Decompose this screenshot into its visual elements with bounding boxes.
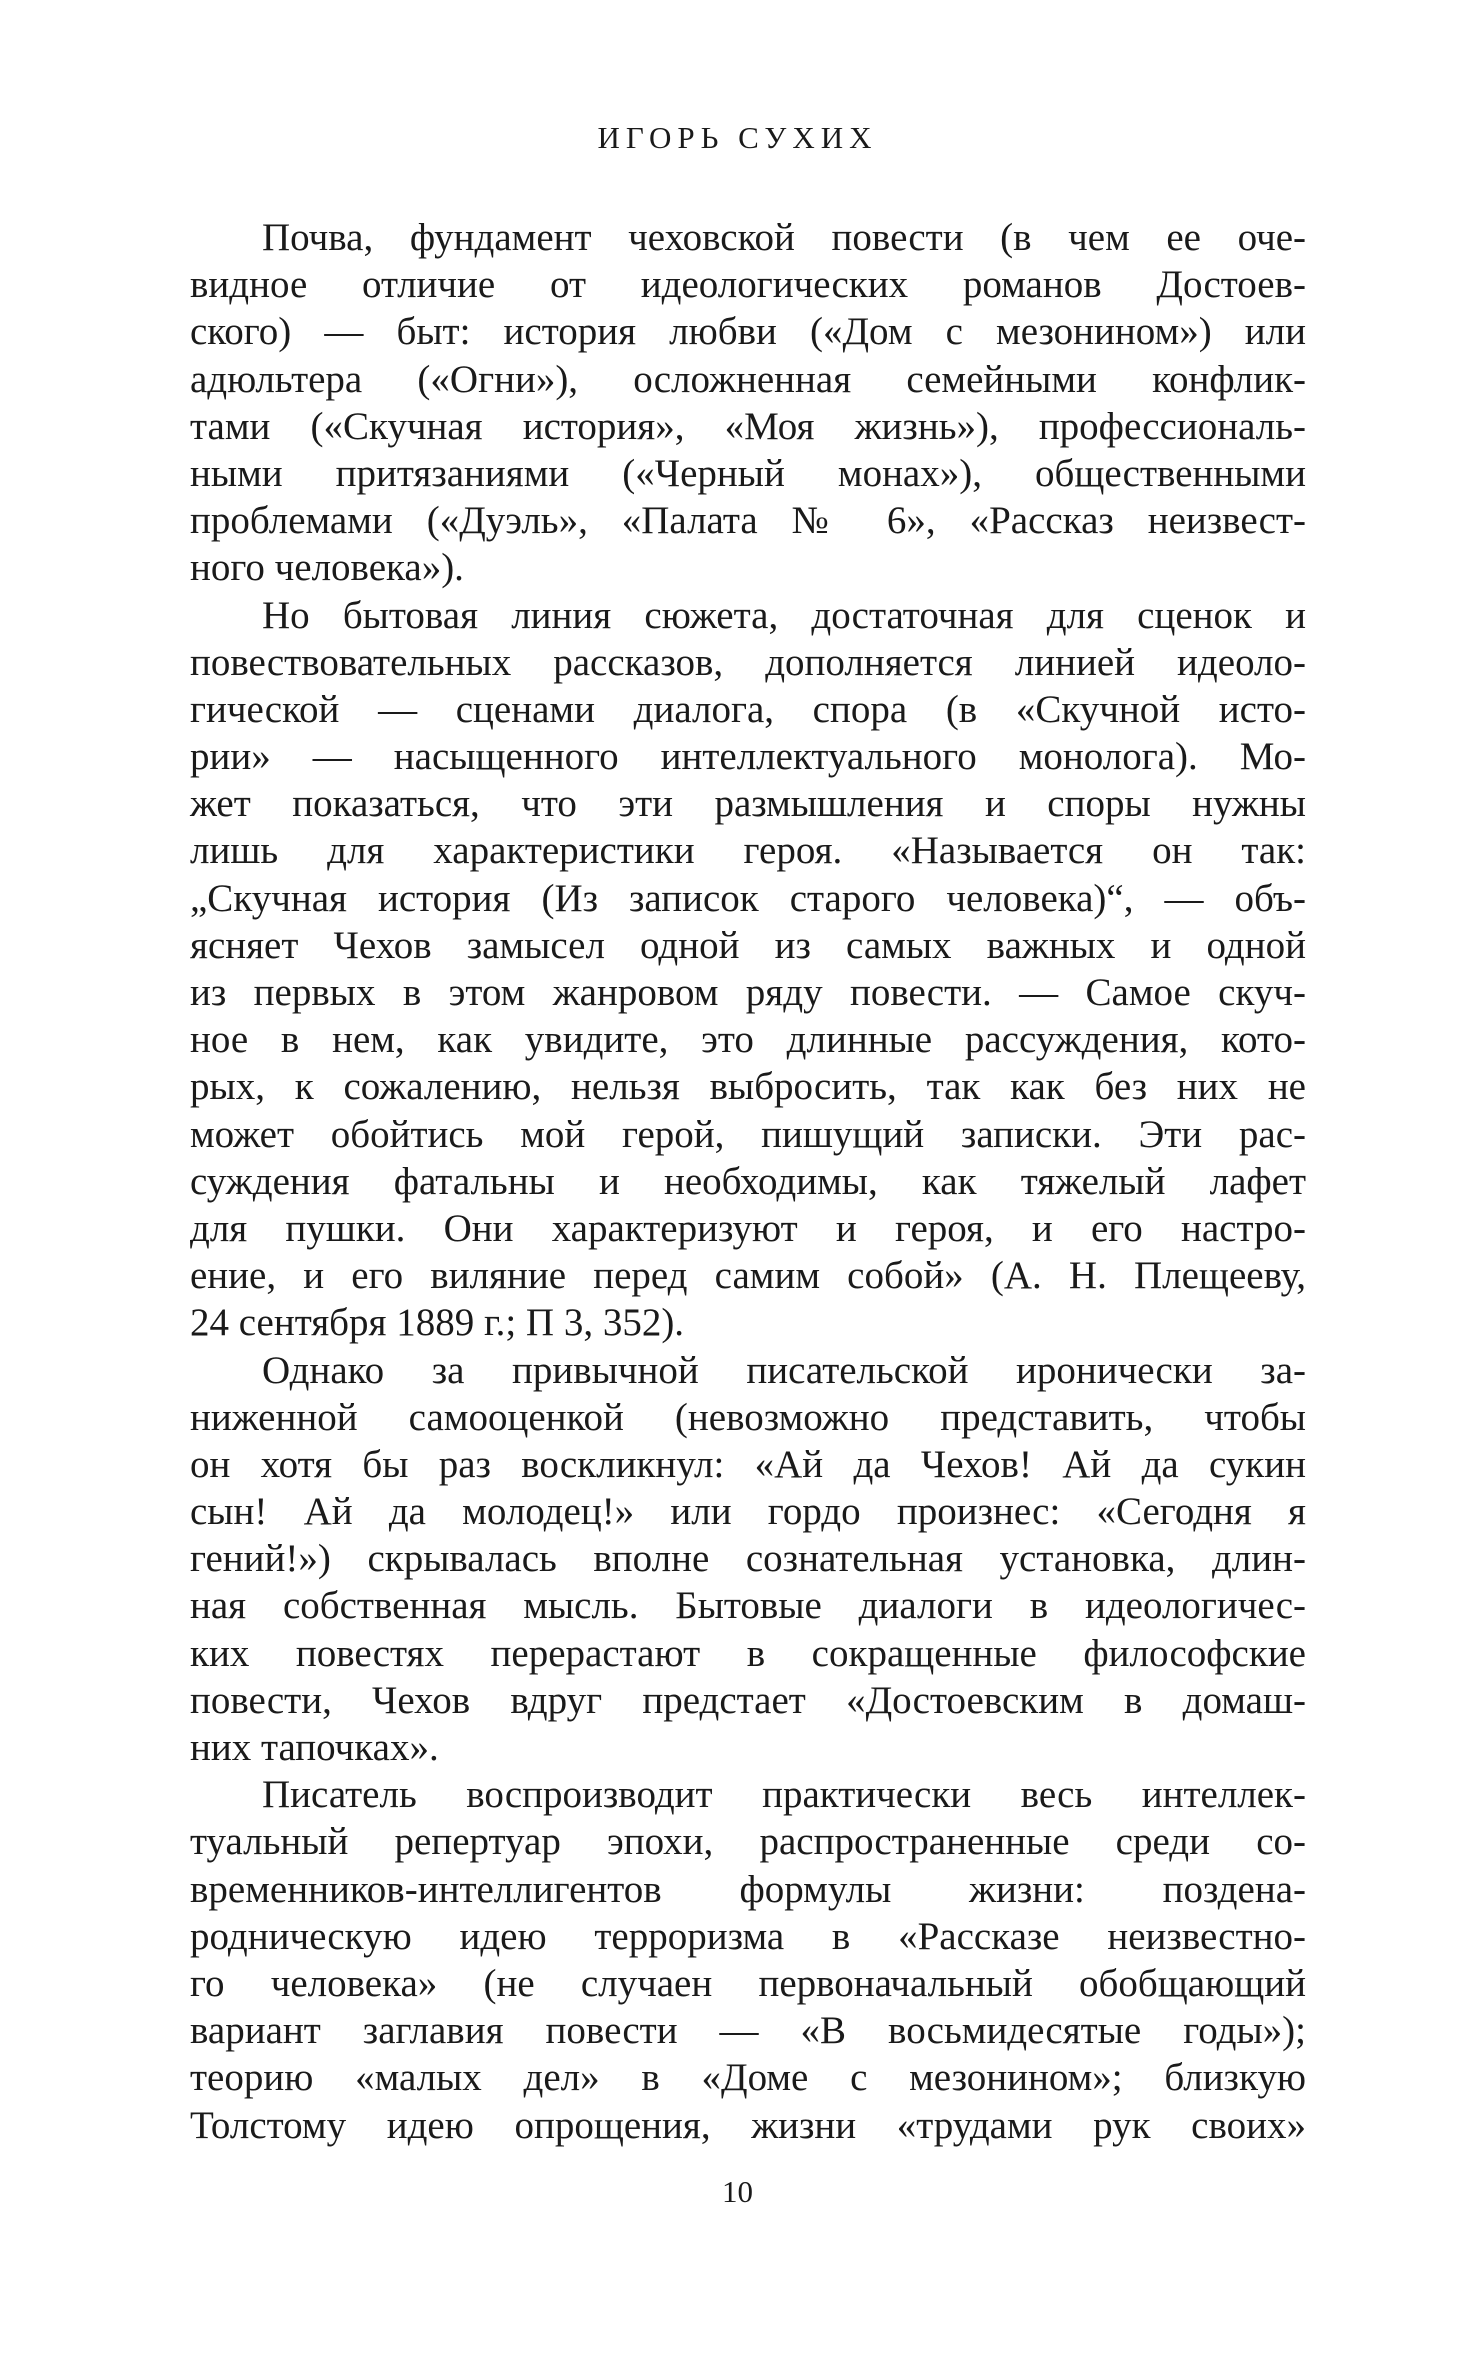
paragraph <box>190 1771 1306 2149</box>
text-line: ниженной самооценкой (невозможно представить, чтобы <box>190 1395 1306 1439</box>
text-line: Писатель воспроизводит практически весь интеллек- <box>262 1773 1306 1817</box>
text-line: из первых в этом жанровом ряду повести. — Самое скуч- <box>190 971 1306 1014</box>
text-line: проблемами («Дуэль», «Палата № 6», «Рассказ неизвест- <box>190 499 1306 543</box>
text-line: теорию «малых дел» в «Доме с мезонином»; близкую <box>190 2056 1306 2100</box>
text-line: Но бытовая линия сюжета, достаточная для сценок и <box>262 593 1306 637</box>
text-line: видное отличие от идеологических романов Достоев- <box>190 263 1306 307</box>
text-line: родническую идею терроризма в «Рассказе неизвестно- <box>190 1914 1306 1958</box>
text-line: лишь для характеристики героя. «Называется он так: <box>190 829 1306 873</box>
text-line: Толстому идею опрощения, жизни «трудами рук своих» <box>190 2103 1306 2147</box>
text-line: гений!») скрывалась вполне сознательная установка, длин- <box>190 1537 1306 1581</box>
text-line: тами («Скучная история», «Моя жизнь»), профессиональ- <box>190 404 1306 448</box>
text-line: повествовательных рассказов, дополняется линией идеоло- <box>190 640 1306 684</box>
text-line: ких повестях перерастают в сокращенные философские <box>190 1631 1306 1675</box>
text-line: может обойтись мой герой, пишущий записки. Эти рас- <box>190 1112 1306 1156</box>
text-line: адюльтера («Огни»), осложненная семейными конфлик- <box>190 357 1306 401</box>
text-line: туальный репертуар эпохи, распространенные среди со- <box>190 1820 1306 1864</box>
text-line: он хотя бы раз воскликнул: «Ай да Чехов! Ай да сукин <box>190 1442 1306 1486</box>
text-line: ение, и его виляние перед самим собой» (А. Н. Плещееву, <box>190 1254 1306 1298</box>
running-head: ИГОРЬ СУХИХ <box>597 120 878 155</box>
text-line: них тапочках». <box>190 1726 439 1769</box>
text-line: го человека» (не случаен первоначальный обобщающий <box>190 1961 1306 2005</box>
body-text <box>190 214 1306 2149</box>
text-line: сын! Ай да молодец!» или гордо произнес: «Сегодня я <box>190 1490 1306 1534</box>
text-line: ная собственная мысль. Бытовые диалоги в идеологичес- <box>190 1584 1306 1628</box>
paragraph <box>190 1347 1306 1772</box>
text-line: ными притязаниями («Черный монах»), общественными <box>190 451 1306 495</box>
text-line: гической — сценами диалога, спора (в «Скучной исто- <box>190 687 1306 731</box>
text-line: Однако за привычной писательской иронически за- <box>262 1348 1306 1392</box>
text-line: для пушки. Они характеризуют и героя, и его настро- <box>190 1206 1306 1250</box>
text-line: жет показаться, что эти размышления и споры нужны <box>190 782 1306 826</box>
paragraph <box>190 214 1306 592</box>
text-line: вариант заглавия повести — «В восьмидесятые годы»); <box>190 2009 1306 2053</box>
text-line: 24 сентября 1889 г.; П 3, 352). <box>190 1301 685 1345</box>
text-line: временников-интеллигентов формулы жизни: поздена- <box>190 1867 1306 1911</box>
text-line: рии» — насыщенного интеллектуального монолога). Мо- <box>190 735 1306 779</box>
text-line: суждения фатальны и необходимы, как тяжелый лафет <box>190 1159 1306 1203</box>
text-line: „Скучная история (Из записок старого человека)“, — объ- <box>190 876 1306 920</box>
paragraph <box>190 592 1306 1347</box>
text-line: ного человека»). <box>190 546 464 590</box>
text-line: ное в нем, как увидите, это длинные рассуждения, кото- <box>190 1018 1306 1062</box>
text-line: ского) — быт: история любви («Дом с мезонином») или <box>190 310 1306 354</box>
page-number: 10 <box>722 2174 753 2209</box>
text-line: повести, Чехов вдруг предстает «Достоевским в домаш- <box>190 1678 1306 1722</box>
text-line: ясняет Чехов замысел одной из самых важных и одной <box>190 923 1306 967</box>
text-line: рых, к сожалению, нельзя выбросить, так как без них не <box>190 1065 1306 1109</box>
text-line: Почва, фундамент чеховской повести (в чем ее оче- <box>262 216 1306 259</box>
